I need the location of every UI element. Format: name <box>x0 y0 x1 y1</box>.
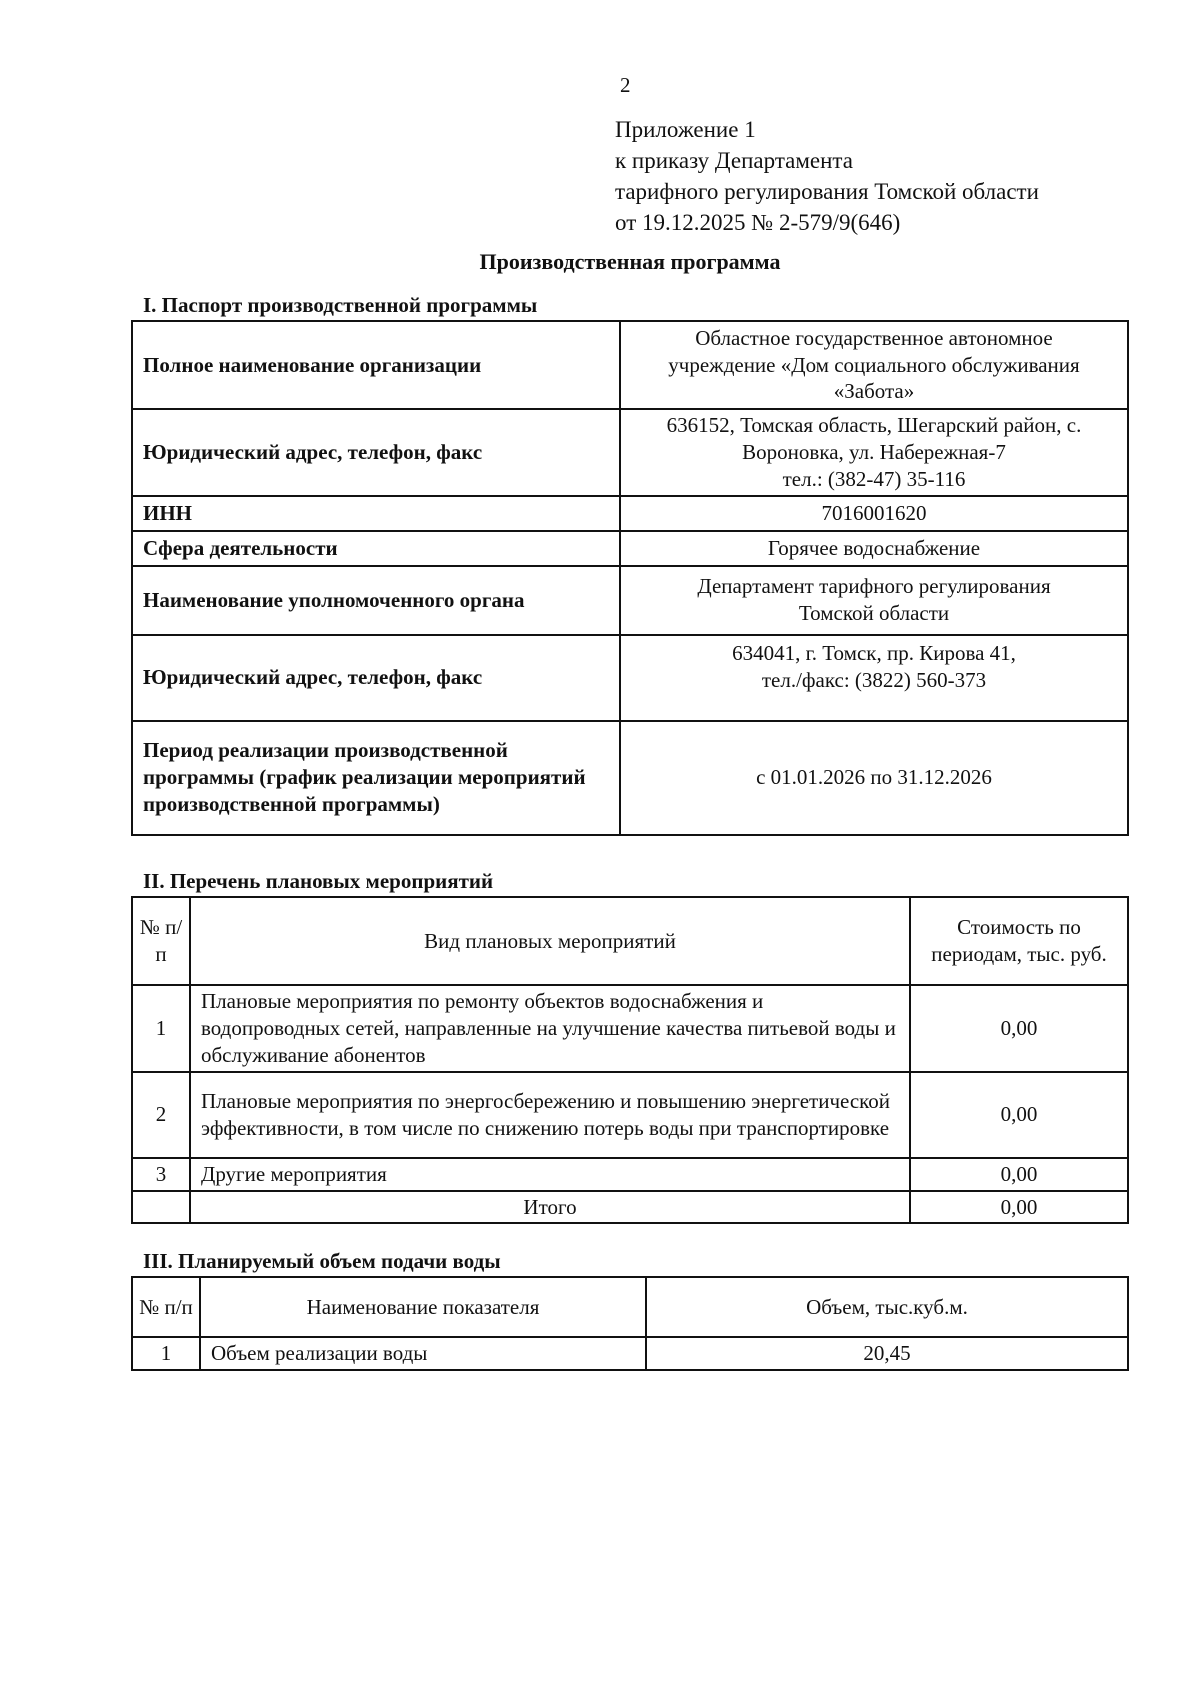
column-header-activity: Вид плановых мероприятий <box>190 897 910 985</box>
table-row <box>132 1158 1128 1191</box>
activity-cost: 0,00 <box>910 985 1128 1072</box>
indicator-name: Объем реализации воды <box>200 1337 646 1370</box>
activity-name: Другие мероприятия <box>190 1158 910 1191</box>
passport-value: с 01.01.2026 по 31.12.2026 <box>620 721 1128 835</box>
appendix-line: Приложение 1 <box>615 117 756 142</box>
activity-name: Плановые мероприятия по энергосбережению и повышению энергетической эффективности, в том числе по снижению потерь воды при транспортировке <box>190 1072 910 1158</box>
table-row <box>132 409 1128 496</box>
page-number: 2 <box>620 73 631 97</box>
passport-value <box>620 566 1128 635</box>
table-row <box>132 721 1128 835</box>
table-row <box>132 1072 1128 1158</box>
activities-table <box>131 896 1129 1224</box>
total-value: 0,00 <box>910 1191 1128 1224</box>
value-line: Областное государственное автономное <box>695 325 1053 350</box>
value-line: Томской области <box>798 601 950 626</box>
passport-label: Период реализации производственной программы (график реализации мероприятий производственной программы) <box>132 721 620 835</box>
value-line: тел.: (382-47) 35-116 <box>782 466 966 491</box>
appendix-line: от 19.12.2025 № 2-579/9(646) <box>615 210 901 235</box>
table-row <box>132 897 1128 985</box>
table-row <box>132 1277 1128 1337</box>
column-header-volume: Объем, тыс.куб.м. <box>646 1277 1128 1337</box>
document-title: Производственная программа <box>479 249 781 274</box>
passport-label: Юридический адрес, телефон, факс <box>132 409 620 496</box>
table-row <box>132 1337 1128 1370</box>
value-line: учреждение «Дом социального обслуживания <box>668 352 1080 377</box>
table-row <box>132 566 1128 635</box>
row-number: 1 <box>132 985 190 1072</box>
row-number: 2 <box>132 1072 190 1158</box>
row-number <box>132 1191 190 1224</box>
table-row <box>132 496 1128 531</box>
value-line: Департамент тарифного регулирования <box>697 574 1051 599</box>
column-header-indicator: Наименование показателя <box>200 1277 646 1337</box>
passport-value: 7016001620 <box>620 496 1128 531</box>
appendix-line: тарифного регулирования Томской области <box>615 179 1039 204</box>
indicator-volume: 20,45 <box>646 1337 1128 1370</box>
passport-value <box>620 409 1128 496</box>
appendix-line: к приказу Департамента <box>615 148 853 173</box>
passport-value <box>620 635 1128 721</box>
value-line: тел./факс: (3822) 560-373 <box>761 667 987 692</box>
table-row <box>132 1191 1128 1224</box>
passport-value: Горячее водоснабжение <box>620 531 1128 566</box>
section-heading-activities: II. Перечень плановых мероприятий <box>143 869 494 893</box>
value-line: 636152, Томская область, Шегарский район, с. <box>666 413 1082 437</box>
appendix-block <box>615 114 1039 238</box>
passport-label: ИНН <box>132 496 620 531</box>
water-volume-table <box>131 1276 1129 1371</box>
passport-label: Наименование уполномоченного органа <box>132 566 620 635</box>
passport-table <box>131 320 1129 836</box>
row-number: 3 <box>132 1158 190 1191</box>
table-row <box>132 321 1128 409</box>
value-line: Вороновка, ул. Набережная-7 <box>742 439 1006 464</box>
activity-name: Плановые мероприятия по ремонту объектов водоснабжения и водопроводных сетей, направленные на улучшение качества питьевой воды и обслуживание абонентов <box>190 985 910 1072</box>
column-header-cost: Стоимость по периодам, тыс. руб. <box>910 897 1128 985</box>
section-heading-water-volume: III. Планируемый объем подачи воды <box>143 1249 501 1273</box>
table-row <box>132 635 1128 721</box>
table-row <box>132 985 1128 1072</box>
activity-cost: 0,00 <box>910 1158 1128 1191</box>
column-header-num: № п/п <box>132 897 190 985</box>
passport-label: Юридический адрес, телефон, факс <box>132 635 620 721</box>
activity-cost: 0,00 <box>910 1072 1128 1158</box>
value-line: 634041, г. Томск, пр. Кирова 41, <box>732 640 1016 665</box>
section-heading-passport: I. Паспорт производственной программы <box>143 293 538 317</box>
column-header-num: № п/п <box>132 1277 200 1337</box>
row-number: 1 <box>132 1337 200 1370</box>
passport-label: Полное наименование организации <box>132 321 620 409</box>
table-row <box>132 531 1128 566</box>
total-label: Итого <box>190 1191 910 1224</box>
passport-value <box>620 321 1128 409</box>
value-line: «Забота» <box>833 379 915 404</box>
passport-label: Сфера деятельности <box>132 531 620 566</box>
